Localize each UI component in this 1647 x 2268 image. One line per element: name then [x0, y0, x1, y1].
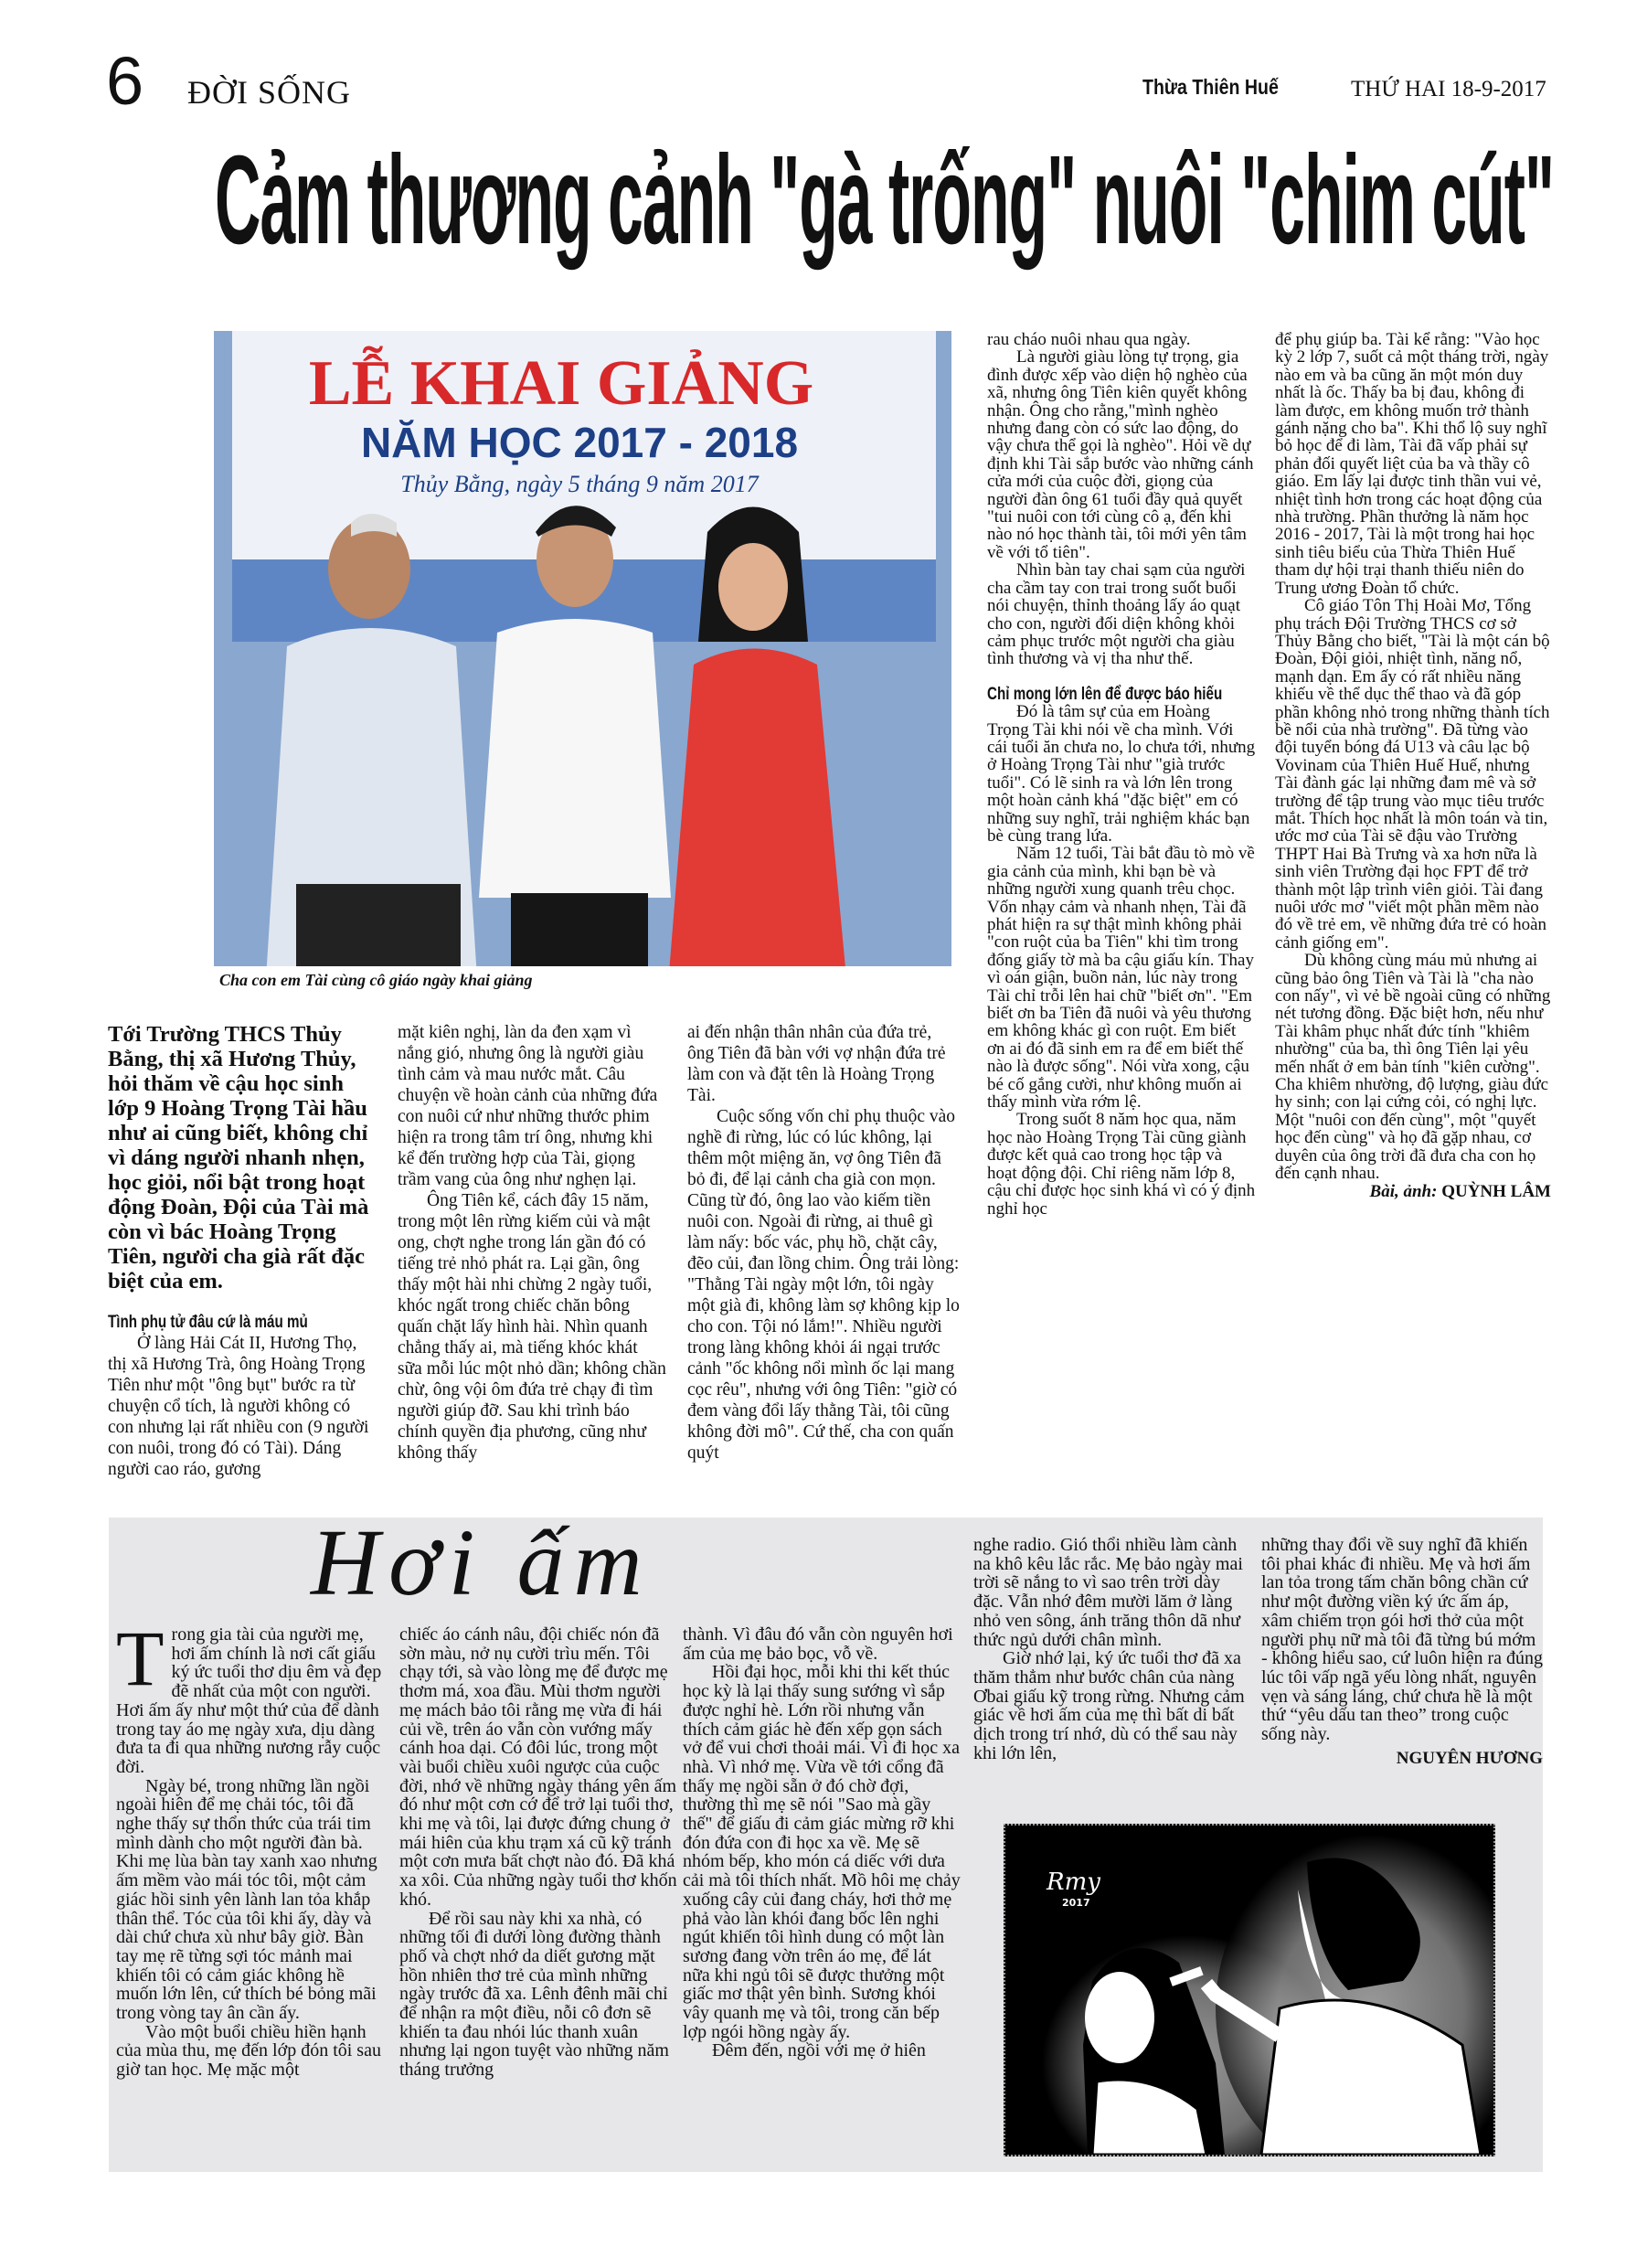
paragraph: Trong suốt 8 năm học qua, năm học nào Hoàng Trọng Tài cũng giành được kết quả cao trong học tập và hoạt động đội. Chỉ riêng năm lớp 8, cậu chỉ được học sinh khá vì có ý định nghỉ học: [987, 1110, 1256, 1219]
banner-title: LỄ KHAI GIẢNG: [308, 348, 814, 419]
mother-combing-hair-illustration: [1005, 1826, 1493, 2155]
paragraph: Ông Tiên kể, cách đây 15 năm, trong một lên rừng kiếm củi và mật ong, chợt nghe trong lán gần đó có tiếng trẻ nhỏ phát ra. Lại gần, ông thấy một hài nhi chừng 2 ngày tuổi, khóc ngất trong chiếc chăn bông quấn chặt lấy hình hài. Nhìn quanh chẳng thấy ai, mà tiếng khóc khát sữa mỗi lúc một nhỏ dần; không chần chừ, ông vội ôm đứa trẻ chạy đi tìm người giúp đỡ. Sau khi trình báo chính quyền địa phương, cũng như không thấy: [398, 1191, 666, 1463]
paragraph: chiếc áo cánh nâu, đội chiếc nón đã sờn màu, nở nụ cười trìu mến. Tôi chạy tới, sà vào lòng mẹ để được mẹ thơm má, xoa đầu. Mùi thơm người mẹ mách bảo tôi rằng mẹ vừa đi hái củi về, trên áo vẫn còn vướng mấy cánh hoa dại. Có đôi lúc, trong một vài buổi chiều xuôi ngược của cuộc đời, nhớ về những ngày tháng yên ấm đó như một cơn cớ để trở lại tuổi thơ, khi mẹ và tôi, lại được đứng chung ở mái hiên của khu trạm xá cũ kỹ tránh một cơn mưa bất chợt nào đó. Đã khá xa xôi. Của những ngày tuổi thơ khốn khó.: [399, 1625, 677, 1910]
essay-column-5: [1261, 1536, 1543, 1819]
essay-author: NGUYÊN HƯƠNG: [1396, 1748, 1543, 1768]
signature-year: 2017: [1062, 1897, 1090, 1909]
article-lead: Tới Trường THCS Thủy Bằng, thị xã Hương Thủy, hỏi thăm về cậu học sinh lớp 9 Hoàng Trọng Tài hầu như ai cũng biết, không chỉ vì dáng người nhanh nhẹn, học giỏi, nổi bật trong hoạt động Đoàn, Đội của Tài mà còn vì bác Hoàng Trọng Tiên, người cha già rất đặc biệt của em.: [108, 1022, 369, 1294]
paragraph: rau cháo nuôi nhau qua ngày.: [987, 331, 1191, 349]
page-number: 6: [106, 43, 144, 119]
paragraph: Giờ nhớ lại, ký ức tuổi thơ đã xa thăm thẳm như bước chân của nàng Ơbai giấu kỹ trong rừng. Nhưng cảm giác về hơi ấm của mẹ thì bất di bất dịch trong trí nhớ, dù có thể sau này khi lớn lên,: [973, 1648, 1245, 1763]
paragraph: Nhìn bàn tay chai sạm của người cha cầm tay con trai trong suốt buổi nói chuyện, thỉnh thoảng lấy áo quạt cho con, người đối diện không khỏi cảm phục trước một người cha giàu tình thương và vị tha như thế.: [987, 560, 1246, 669]
essay-column-4: [973, 1536, 1252, 1819]
paragraph: Ngày bé, trong những lần ngồi ngoài hiên để mẹ chải tóc, tôi đã nghe thấy sự thổn thức của trái tim mình dành cho một người đàn bà. Khi mẹ lùa bàn tay xanh xao nhưng ấm mềm vào mái tóc tôi, một cảm giác hồi sinh yên lành lan tỏa khắp thân thể. Tóc của tôi khi ấy, dày và dài chứ chưa xù như bây giờ. Bàn tay mẹ rẽ từng sợi tóc mảnh mai khiến tôi có cảm giác không hề muốn lớn lên, cứ thích bé bỏng mãi trong vòng tay ân cần ấy.: [116, 1775, 377, 2024]
essay-column-2: [399, 1625, 679, 2156]
subheading: Chỉ mong lớn lên để được báo hiếu: [987, 684, 1223, 704]
essay-column-1: [116, 1625, 387, 2156]
paragraph: mặt kiên nghị, làn da đen xạm vì nắng gió, nhưng ông là người giàu tình cảm và mau nước mắt. Câu chuyện về hoàn cảnh của những đứa con nuôi cứ như những thước phim hiện ra trong tâm trí ông, nhưng khi kể đến trường hợp của Tài, giọng trầm vang của ông như nghẹn lại.: [398, 1023, 658, 1189]
paragraph: Vào một buổi chiều hiền hạnh của mùa thu, mẹ đến lớp đón tôi sau giờ tan học. Mẹ mặc một: [116, 2021, 381, 2081]
newspaper-name: Thừa Thiên Huế: [1142, 75, 1279, 99]
paragraph: Đó là tâm sự của em Hoàng Trọng Tài khi nói về cha mình. Với cái tuổi ăn chưa no, lo chưa tới, nhưng ở Hoàng Trọng Tài như "già trước tuổi". Có lẽ sinh ra và lớn lên trong một hoàn cảnh khá "đặc biệt" em có những suy nghĩ, trải nghiệm khác bạn bè cùng trang lứa.: [987, 702, 1256, 846]
photo-caption: Cha con em Tài cùng cô giáo ngày khai giảng: [219, 971, 533, 989]
paragraph: những thay đổi về suy nghĩ đã khiến tôi phai khác đi nhiều. Mẹ và hơi ấm lan tỏa trong tấm chăn bông chần cứ như một đường viền ký ức ấm áp, xâm chiếm trọn gói hơi thở của một người phụ nữ mà tôi đã từng bú mớm - không hiểu sao, cứ luôn hiện ra đúng lúc tôi vấp ngã yếu lòng nhất, nguyên vẹn và sáng láng, chứ chưa hề là một thứ “yêu dấu tan theo” trong cuộc sống này.: [1261, 1536, 1543, 1745]
byline-label: Bài, ảnh:: [1369, 1181, 1438, 1201]
paragraph: Cô giáo Tôn Thị Hoài Mơ, Tổng phụ trách Đội Trường THCS cơ sở Thủy Bằng cho biết, "Tài là một cán bộ Đoàn, Đội giỏi, nhiệt tình, năng nổ, mạnh dạn. Em ấy có rất nhiều năng khiếu về thể dục thể thao và đã góp phần không nhỏ trong những thành tích bề nổi của nhà trường". Đã từng vào đội tuyển bóng đá U13 và câu lạc bộ Vovinam của Thiên Huế Huế, nhưng Tài đành gác lại những đam mê và sở trường để tập trung vào mục tiêu trước mắt. Thích học nhất là môn toán và tin, ước mơ của Tài sẽ đậu vào Trường THPT Hai Bà Trưng và xa hơn nữa là sinh viên Trường đại học FPT để trở thành một lập trình viên giỏi. Tài đang nuôi ước mơ "viết một phần mềm nào đó về trẻ em, về những đứa trẻ có hoàn cảnh giống em".: [1275, 596, 1550, 953]
essay-illustration: [1004, 1824, 1495, 2156]
paragraph: Ở làng Hải Cát II, Hương Thọ, thị xã Hương Trà, ông Hoàng Trọng Tiên như một "ông bụt" bước ra từ chuyện cổ tích, là người không có con nhưng lại rất nhiều con (9 người con nuôi, trong đó có Tài). Dáng người cao ráo, gương: [108, 1334, 369, 1479]
article-photo: [214, 331, 951, 966]
paragraph: thành. Vì đâu đó vẫn còn nguyên hơi ấm của mẹ bảo bọc, vỗ về.: [683, 1625, 953, 1664]
article-column-4: [987, 331, 1256, 1501]
article-column-5: [1275, 331, 1551, 1510]
section-name: ĐỜI SỐNG: [187, 74, 351, 111]
headline-container: [215, 130, 1554, 274]
banner-date: Thủy Bằng, ngày 5 tháng 9 năm 2017: [400, 471, 759, 497]
issue-date: THỨ HAI 18-9-2017: [1351, 77, 1546, 101]
artist-signature: Rmy: [1047, 1869, 1100, 1896]
paragraph: để phụ giúp ba. Tài kể rằng: "Vào học kỳ 2 lớp 7, suốt cả một tháng trời, ngày nào em và ba cũng ăn một món duy nhất là ốc. Thấy ba bị đau, không đi làm được, em không muốn trở thành gánh nặng cho ba". Khi thổ lộ suy nghĩ bỏ học để đi làm, Tài đã vấp phải sự phản đối quyết liệt của ba và thầy cô giáo. Em lấy lại được tinh thần vui vẻ, nhiệt tình hơn trong các hoạt động của nhà trường. Phần thưởng là năm học 2016 - 2017, Tài là một trong hai học sinh tiêu biểu của Thừa Thiên Huế tham dự hội trại thanh thiếu niên do Trung ương Đoàn tổ chức.: [1275, 331, 1549, 598]
article-column-1: [108, 1022, 377, 1502]
essay-column-3: [683, 1625, 962, 2156]
article-column-3: [687, 1022, 962, 1502]
paragraph: nghe radio. Gió thổi nhiều làm cành na khô kêu lắc rắc. Mẹ bảo ngày mai trời sẽ nắng to vì sao trên trời dày đặc. Vẫn nhớ đêm mười lăm ở làng nhỏ ven sông, ánh trăng thôn dã như thức ngủ dưới chân mình.: [973, 1536, 1243, 1650]
photo-scene: [214, 331, 951, 966]
essay-title: Hơi ấm: [311, 1510, 652, 1615]
subheading: Tình phụ tử đâu cứ là máu mủ: [108, 1313, 308, 1332]
article-column-2: [398, 1022, 666, 1502]
article-headline: Cảm thương cảnh "gà trống" nuôi "chim cút": [215, 130, 1554, 271]
paragraph: Dù không cùng máu mủ nhưng ai cũng bảo ông Tiên và Tài là "cha nào con nấy", vì vẻ bề ngoài cũng có những nét tương đồng. Đặc biệt hơn, nếu như Tài khâm phục nhất đức tính "khiêm nhường" của ba, thì ông Tiên lại yêu mến nhất ở em bản tính "kiên cường". Cha khiêm nhường, độ lượng, giàu đức hy sinh; con lại cứng cỏi, có nghị lực. Một "nuôi con đến cùng", một "quyết học đến cùng" và họ đã gặp nhau, cơ duyên của ông trời đã đưa cha con họ đến cạnh nhau.: [1275, 951, 1551, 1184]
paragraph: Hồi đại học, mỗi khi thi kết thúc học kỳ là lại thấy sung sướng vì sắp được nghỉ hè. Lớn rồi nhưng vẫn thích cảm giác hè đến xếp gọn sách vở để vui chơi thoải mái. Vì đi học xa nhà. Vì nhớ mẹ. Vừa về tới cổng đã thấy mẹ ngồi sẵn ở đó chờ đợi, thường thì mẹ sẽ nói "Sao mà gầy thế" để giấu đi cảm giác mừng rỡ khi đón đứa con đi học xa về. Mẹ sẽ nhóm bếp, kho món cá diếc với dưa cải mà tôi thích nhất. Mồ hôi mẹ chảy xuống cây củi đang cháy, hơi thở mẹ phả vào làn khói đang bốc lên nghi ngút khiến tôi hình dung có một làn sương đang vờn trên áo mẹ, để lát nữa khi ngủ tôi sẽ được thưởng một giấc mơ thật yên bình. Sương khói vây quanh mẹ và tôi, trong căn bếp lợp ngói hồng ngày ấy.: [683, 1662, 961, 2042]
paragraph: Để rồi sau này khi xa nhà, có những tối đi dưới lòng đường thành phố và chợt nhớ da diết gương mặt hồn nhiên thơ trẻ của mình những ngày trước đã xa. Lênh đênh mãi chỉ để nhận ra một điều, nỗi cô đơn sẽ khiến ta đau nhói lúc thanh xuân nhưng lại ngon tuyệt vào những năm tháng trưởng: [399, 1908, 669, 2081]
article-byline: [1275, 1183, 1551, 1200]
paragraph: ai đến nhận thân nhân của đứa trẻ, ông Tiên đã bàn với vợ nhận đứa trẻ làm con và đặt tên là Hoàng Trọng Tài.: [687, 1023, 946, 1105]
banner-year: NĂM HỌC 2017 - 2018: [360, 419, 799, 466]
paragraph: Đêm đến, ngồi với mẹ ở hiên: [712, 2040, 926, 2061]
paragraph: Là người giàu lòng tự trọng, gia đình được xếp vào diện hộ nghèo của xã, nhưng ông Tiên kiên quyết không nhận. Ông cho rằng,"mình nghèo nhưng đang còn có sức lao động, do vậy chưa thể gọi là nghèo". Hỏi về dự định khi Tài sắp bước vào những cánh cửa mới của cuộc đời, giọng của người đàn ông 61 tuổi đầy quả quyết "tui nuôi con tới cùng cô ạ, đến khi nào nó học thành tài, tôi mới yên tâm về với tổ tiên".: [987, 347, 1254, 562]
paragraph: Năm 12 tuổi, Tài bắt đầu tò mò về gia cảnh của mình, khi bạn bè và những người xung quanh trêu chọc. Vốn nhạy cảm và nhanh nhẹn, Tài đã phát hiện ra sự thật mình không phải "con ruột của ba Tiên" khi tìm trong đống giấy tờ mà ba cậu giấu kín. Thay vì oán giận, buồn nản, lúc này trong Tài chỉ trỗi lên hai chữ "biết ơn". "Em biết ơn ba Tiên đã nuôi và yêu thương em không khác gì con ruột. Em biết ơn ai đó đã sinh em ra để em biết thế nào là được sống". Nói vừa xong, cậu bé cố gắng cười, như không muốn ai thấy mình vừa rớm lệ.: [987, 844, 1255, 1113]
byline-name: QUỲNH LÂM: [1441, 1181, 1551, 1201]
paragraph: rong gia tài của người mẹ, hơi ấm chính là nơi cất giấu ký ức tuổi thơ dịu êm và đẹp đẽ nhất của một con người. Hơi ấm ấy như một thứ của để dành trong tay áo mẹ ngày xưa, dịu dàng đưa ta đi qua những nương rẫy cuộc đời.: [116, 1625, 382, 1777]
drop-cap: T: [116, 1625, 165, 1702]
paragraph: Cuộc sống vốn chỉ phụ thuộc vào nghề đi rừng, lúc có lúc không, lại thêm một miệng ăn, vợ ông Tiên đã bỏ đi, để lại cảnh cha già con mọn. Cũng từ đó, ông lao vào kiếm tiền nuôi con. Ngoài đi rừng, ai thuê gì làm nấy: bốc vác, phụ hồ, chặt cây, đẽo củi, đan lồng chim. Ông trải lòng: "Thằng Tài ngày một lớn, tôi ngày một già đi, không làm sợ không kịp lo cho con. Tội nó lắm!". Nhiều người trong làng không khỏi ái ngại trước cảnh "ốc không nổi mình ốc lại mang cọc rêu", nhưng với ông Tiên: "giờ có đem vàng đổi lấy thằng Tài, tôi cũng không đời mô". Cứ thế, cha con quấn quýt: [687, 1107, 960, 1463]
